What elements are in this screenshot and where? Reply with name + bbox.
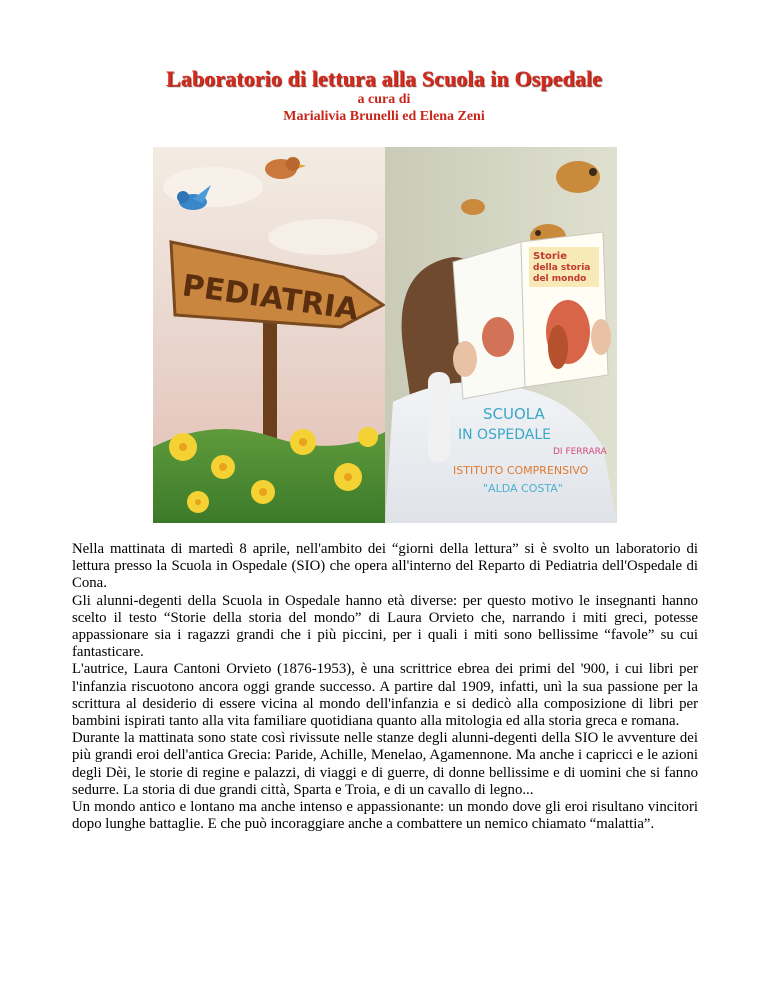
paragraph: Nella mattinata di martedì 8 aprile, nell'ambito dei “giorni della lettura” si è svolto un laboratorio di lettura presso la Scuola in Ospedale (SIO) che opera all'interno del Reparto di Pediatria dell'Ospedale di Cona. [72,541,698,592]
book-title-2: della storia [533,263,591,273]
book [453,232,608,399]
shirt-text-2: IN OSPEDALE [458,427,552,443]
mural-half [153,147,385,523]
article-body [72,541,698,833]
shirt-text-3: DI FERRARA [553,447,607,457]
sign-label: PEDIATRIA [180,268,361,328]
paragraph: L'autrice, Laura Cantoni Orvieto (1876-1953), è una scrittrice ebrea dei primi del '900, i cui libri per l'infanzia riscuotono ancora oggi grande successo. A partire dal 1909, infatti, unì la sua passione per la scrittura al desiderio di essere vicina al mondo dell'infanzia e si dedicò alla composizione di libri per bambini ispirati tanto alla vita familiare quotidiana quanto alla mitologia ed alla storia greca e romana. [72,661,698,730]
paper-bird-icon [556,161,600,193]
authors: Marialivia Brunelli ed Elena Zeni [283,109,485,124]
paragraph: Gli alunni-degenti della Scuola in Ospedale hanno età diverse: per questo motivo le insegnanti hanno scelto il testo “Storie della storia del mondo” di Laura Orvieto che, narrando i miti greci, potesse appassionare sia i ragazzi grandi che i più piccini, per i quali i miti sono bellissime “favole” su cui fantasticare. [72,592,698,661]
shirt-text-5: "ALDA COSTA" [483,482,563,495]
shirt-text-4: ISTITUTO COMPRENSIVO [453,464,589,477]
page-title: Laboratorio di lettura alla Scuola in Ospedale [165,66,603,91]
book-title-1: Storie [533,251,567,262]
book-title-3: del mondo [533,274,587,284]
article-photo [153,147,617,523]
paper-bird-icon [461,199,485,215]
shirt-text-1: SCUOLA [483,405,545,423]
curated-by: a cura di [357,92,411,107]
paragraph: Un mondo antico e lontano ma anche intenso e appassionante: un mondo dove gli eroi risultano vincitori dopo lunghe battaglie. E che può incoraggiare anche a combattere un nemico chiamato “malattia”. [72,799,698,833]
child-photo-half [385,147,617,523]
paragraph: Durante la mattinata sono state così rivissute nelle stanze degli alunni-degenti della SIO le avventure dei più grandi eroi dell'antica Grecia: Paride, Achille, Menelao, Agamennone. Ma anche i capricci e le azioni degli Dèi, le storie di regine e palazzi, di viaggi e di guerre, di donne bellissime e di uomini che si fanno sedurre. La storia di due grandi città, Sparta e Troia, e di un cavallo di legno... [72,730,698,798]
